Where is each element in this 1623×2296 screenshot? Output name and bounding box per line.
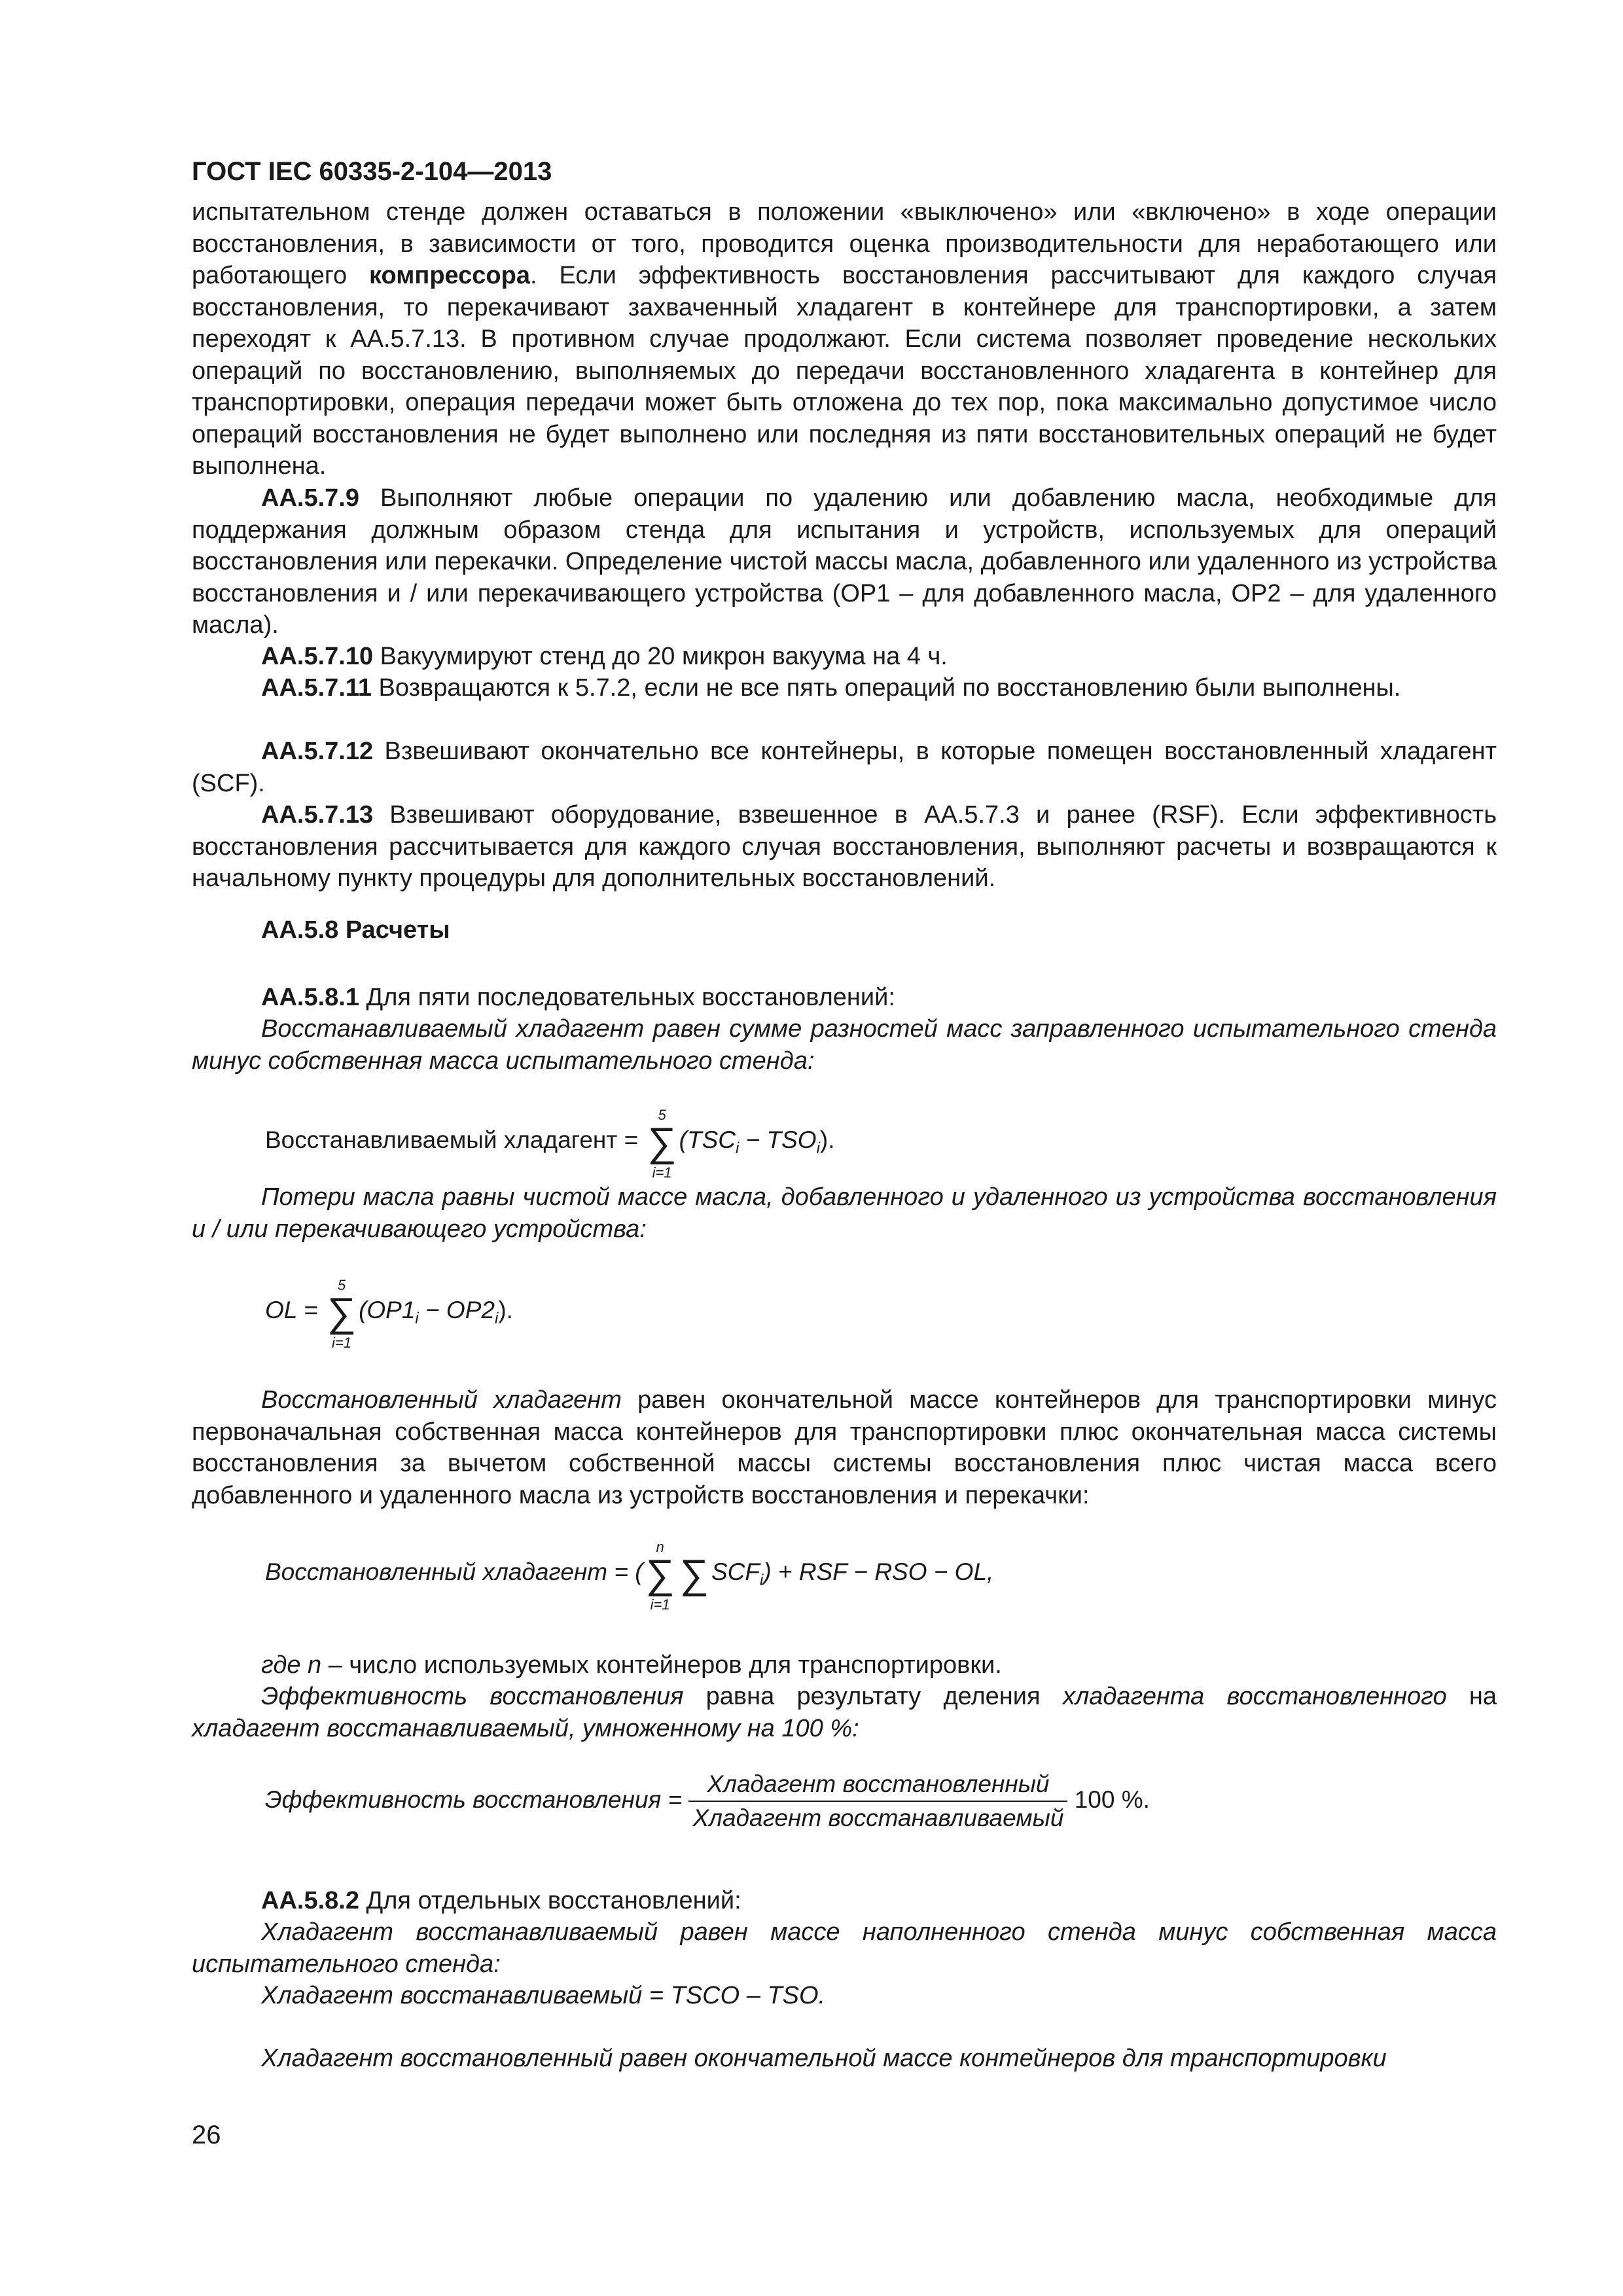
document-header: ГОСТ IEC 60335-2-104—2013: [192, 157, 552, 186]
term-italic: хладагент восстанавливаемый, умноженному на 100 %:: [192, 1714, 859, 1742]
clause-aa-5-7-11: [192, 672, 1497, 704]
sum-upper-limit: n: [656, 1539, 664, 1555]
formula-term: SCF: [711, 1558, 760, 1585]
sum-lower-limit: i=1: [650, 1596, 670, 1613]
fraction-denominator: Хладагент восстанавливаемый: [692, 1804, 1064, 1831]
formula-tail: ) + RSF − RSO − OL,: [763, 1558, 994, 1585]
section-heading: АА.5.8 Расчеты: [261, 916, 450, 944]
formula-tail: 100 %.: [1074, 1785, 1150, 1813]
sum-lower-limit: i=1: [652, 1164, 672, 1181]
sum-sign: ∑ n i=1: [645, 1539, 675, 1613]
formula-tail: ).: [498, 1297, 513, 1323]
sum-sign: ∑ 5 i=1: [647, 1107, 677, 1181]
formula-term: (OP1: [359, 1297, 416, 1323]
term-italic: хладагента восстановленного: [1062, 1683, 1447, 1710]
where-clause: [192, 1649, 1497, 1681]
sum-lower-limit: i=1: [331, 1335, 351, 1351]
formula-lhs: OL =: [265, 1297, 318, 1323]
clause-text: Возвращаются к 5.7.2, если не все пять операций по восстановлению были выполнены.: [372, 674, 1401, 702]
clause-number: АА.5.7.13: [261, 801, 374, 829]
clause-aa-5-7-12: [192, 736, 1497, 799]
formula-tail: ).: [819, 1126, 835, 1153]
clause-text: Выполняют любые операции по удалению или добавлению масла, необходимые для поддержания должным образом стенда для испытания и устройств, используемых для операций восстановления или перекачки. Определение чистой массы масла, добавленного или удаленного из устройства восстановления и / или перекачивающего устройства (ОР1 – для добавленного масла, ОР2 – для удаленного масла).: [192, 484, 1497, 639]
sum-upper-limit: 5: [337, 1277, 346, 1293]
fraction-numerator: Хладагент восстановленный: [688, 1770, 1067, 1802]
definition-single-recoverable: Хладагент восстанавливаемый равен массе наполненного стенда минус собственная масса испытательного стенда:: [192, 1918, 1497, 1978]
clause-number: АА.5.7.10: [261, 643, 374, 670]
formula-oil-loss: [265, 1277, 513, 1351]
where-text: – число используемых контейнеров для транспортировки.: [321, 1651, 1002, 1679]
formula-term: − TSO: [739, 1126, 817, 1153]
term-italic: Восстановленный хладагент: [261, 1386, 622, 1414]
formula-lhs: Восстанавливаемый хладагент =: [265, 1126, 639, 1153]
sum-sign: ∑ 5 i=1: [327, 1277, 357, 1351]
clause-text: Для отдельных восстановлений:: [359, 1887, 741, 1914]
sum-sign-inner: ∑: [679, 1552, 709, 1597]
formula-index: i: [759, 1571, 764, 1589]
fraction: [688, 1770, 1067, 1832]
paragraph-text: . Если эффективность восстановления рассчитывают для каждого случая восстановления, то перекачивают захваченный хладагент в контейнере для транспортировки, а затем переходят к АА.5.7.13. В противном случае продолжают. Если система позволяет проведение нескольких операций по восстановлению, выполняемых до передачи восстановленного хладагента в контейнер для транспортировки, операция передачи может быть отложена до тех пор, пока максимально допустимое число операций восстановления не будет выполнено или последняя из пяти восстановительных операций не будет выполнена.: [192, 262, 1497, 480]
definition-single-recovered: Хладагент восстановленный равен окончательной массе контейнеров для транспортировки: [261, 2045, 1387, 2072]
definition-text: равна результату деления: [683, 1683, 1063, 1710]
formula-index: i: [816, 1139, 820, 1157]
formula-index: i: [415, 1310, 419, 1327]
clause-number: АА.5.8.2: [261, 1887, 359, 1914]
paragraph-text: испытательном стенде должен оставаться в положении «выключено» или «включено» в ходе операции восстановления, в зависимости от того, проводится оценка производительности для неработающего или работающего: [192, 198, 1497, 289]
formula-index: i: [736, 1139, 740, 1157]
clause-text: Взвешивают оборудование, взвешенное в АА.5.7.3 и ранее (RSF). Если эффективность восстановления рассчитывается для каждого случая восстановления, выполняют расчеты и возвращаются к начальному пункту процедуры для дополнительных восстановлений.: [192, 801, 1497, 892]
definition-recoverable-refrigerant: Восстанавливаемый хладагент равен сумме разностей масс заправленного испытательного стенда минус собственная масса испытательного стенда:: [192, 1015, 1497, 1075]
clause-number: АА.5.8.1: [261, 984, 359, 1011]
clause-aa-5-7-9: [192, 482, 1497, 641]
formula-recovered-refrigerant: [265, 1539, 994, 1613]
clause-aa-5-8-1: [192, 982, 1497, 1014]
definition-text: на: [1446, 1683, 1497, 1710]
clause-aa-5-8-2: [192, 1885, 1497, 1917]
where-variable: где n: [261, 1651, 322, 1679]
definition-efficiency: [192, 1681, 1497, 1744]
formula-term: − OP2: [418, 1297, 495, 1323]
clause-aa-5-7-13: [192, 799, 1497, 895]
definition-text: равен окончательной массе контейнеров для транспортировки минус первоначальная собственная масса контейнеров для транспортировки плюс окончательная масса системы восстановления за вычетом собственной массы системы восстановления плюс чистая масса всего добавленного и удаленного масла из устройств восстановления и перекачки:: [192, 1386, 1497, 1509]
clause-text: Взвешивают окончательно все контейнеры, в которые помещен восстановленный хладагент (SCF).: [192, 738, 1497, 797]
formula-single-recoverable: Хладагент восстанавливаемый = TSCO – TSO.: [261, 1982, 826, 2009]
formula-lhs: Эффективность восстановления =: [265, 1785, 683, 1813]
page-number: 26: [192, 2121, 221, 2149]
formula-lhs: Восстановленный хладагент = (: [265, 1558, 643, 1585]
formula-term: (TSC: [679, 1126, 736, 1153]
clause-number: АА.5.7.11: [261, 674, 372, 702]
clause-number: АА.5.7.12: [261, 738, 374, 765]
clause-text: Для пяти последовательных восстановлений:: [359, 984, 895, 1011]
formula-index: i: [494, 1310, 499, 1327]
definition-recovered-refrigerant: [192, 1384, 1497, 1511]
sum-upper-limit: 5: [658, 1107, 666, 1123]
clause-text: Вакуумируют стенд до 20 микрон вакуума на 4 ч.: [373, 643, 948, 670]
clause-aa-5-7-10: [192, 641, 1497, 673]
definition-oil-loss: Потери масла равны чистой массе масла, добавленного и удаленного из устройства восстановления и / или перекачивающего устройства:: [192, 1183, 1497, 1243]
term-italic: Эффективность восстановления: [261, 1683, 684, 1710]
formula-efficiency: [265, 1770, 1150, 1832]
clause-number: АА.5.7.9: [261, 484, 359, 512]
formula-recoverable-refrigerant: [265, 1107, 835, 1181]
paragraph-bold-term: компрессора: [369, 262, 530, 289]
paragraph-continuation: [192, 196, 1497, 482]
